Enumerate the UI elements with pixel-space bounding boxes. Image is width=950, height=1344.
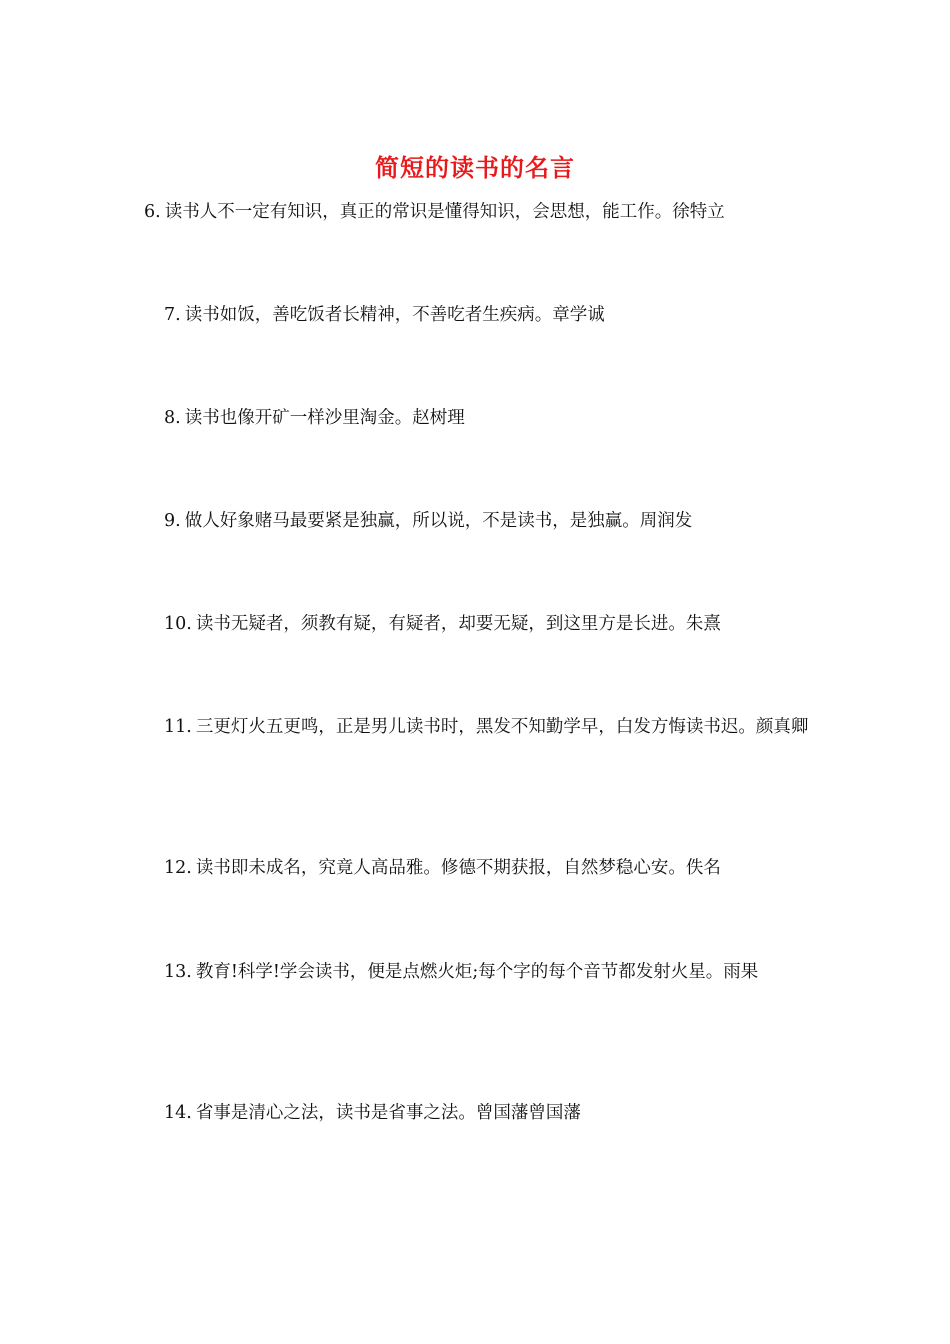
quote-text: 读书如饭，善吃饭者长精神，不善吃者生疾病。章学诚	[184, 305, 605, 325]
quote-number: 13.	[164, 962, 192, 982]
quote-text: 读书即未成名，究竟人高品雅。修德不期获报，自然梦稳心安。佚名	[195, 858, 721, 878]
quote-item	[144, 709, 809, 745]
quote-number: 7.	[164, 305, 181, 325]
quote-item	[144, 1095, 809, 1131]
quote-text: 省事是清心之法，读书是省事之法。曾国藩曾国藩	[195, 1103, 581, 1123]
quote-number: 10.	[164, 614, 192, 634]
quote-text: 教育!科学!学会读书，便是点燃火炬;每个字的每个音节都发射火星。雨果	[195, 962, 759, 982]
quote-text: 读书无疑者，须教有疑，有疑者，却要无疑，到这里方是长进。朱熹	[195, 614, 721, 634]
quote-item	[144, 400, 809, 436]
document-title: 简短的读书的名言	[375, 153, 575, 182]
quote-item	[144, 194, 809, 230]
quote-item	[144, 503, 809, 539]
quote-text: 读书人不一定有知识，真正的常识是懂得知识，会思想，能工作。徐特立	[164, 202, 725, 222]
quote-item	[144, 606, 809, 642]
quote-number: 11.	[164, 717, 192, 737]
quote-text: 读书也像开矿一样沙里淘金。赵树理	[184, 408, 465, 428]
quote-number: 8.	[164, 408, 181, 428]
quote-item	[144, 954, 809, 990]
quote-text: 做人好象赌马最要紧是独赢，所以说，不是读书，是独赢。周润发	[184, 511, 693, 531]
quote-number: 14.	[164, 1103, 192, 1123]
quote-number: 6.	[144, 202, 161, 222]
quote-number: 9.	[164, 511, 181, 531]
quote-item	[144, 297, 809, 333]
quote-item	[144, 850, 809, 886]
quote-text: 三更灯火五更鸣，正是男儿读书时，黑发不知勤学早，白发方悔读书迟。颜真卿	[195, 717, 809, 737]
quote-number: 12.	[164, 858, 192, 878]
